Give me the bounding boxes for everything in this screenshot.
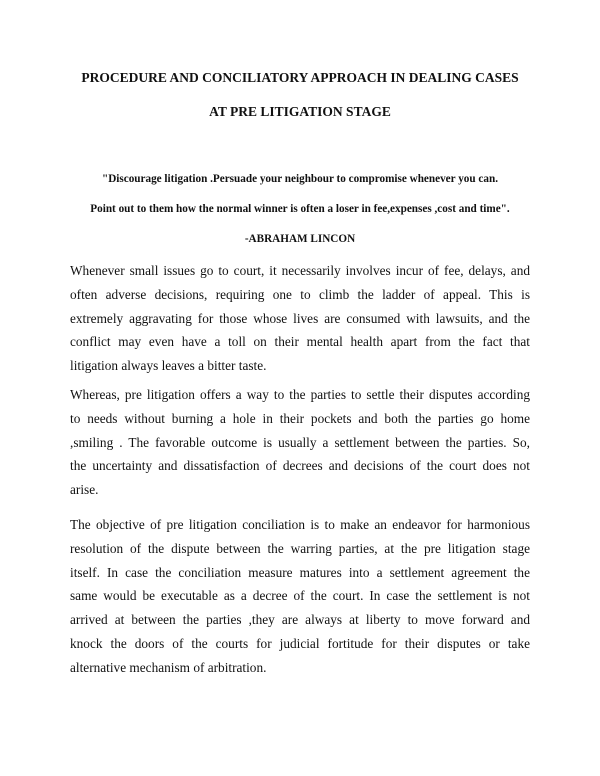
- paragraph-line: conflict may even have a toll on their mental health apart from the fact that: [70, 334, 530, 350]
- paragraph-1: [70, 259, 530, 378]
- paragraph-3: [70, 513, 530, 680]
- paragraph-line: ,smiling . The favorable outcome is usually a settlement between the parties. So,: [70, 434, 530, 450]
- paragraph-line: arrived at between the parties ,they are always at liberty to move forward and: [70, 612, 530, 628]
- paragraph-line: alternative mechanism of arbitration.: [70, 659, 267, 675]
- paragraph-line: resolution of the dispute between the warring parties, at the pre litigation stage: [70, 540, 530, 556]
- paragraph-line: the uncertainty and dissatisfaction of decrees and decisions of the court does not: [70, 458, 530, 474]
- quote-line-2: Point out to them how the normal winner is often a loser in fee,expenses ,cost and time".: [90, 203, 510, 215]
- paragraph-line: litigation always leaves a bitter taste.: [70, 358, 267, 374]
- paragraph-line: Whereas, pre litigation offers a way to the parties to settle their disputes according: [70, 387, 530, 402]
- paragraph-line: often adverse decisions, requiring one to climb the ladder of appeal. This is: [70, 286, 530, 302]
- paragraph-2: [70, 383, 530, 502]
- paragraph-line: itself. In case the conciliation measure matures into a settlement agreement the: [70, 564, 530, 580]
- paragraph-line: extremely aggravating for those whose lives are consumed with lawsuits, and the: [70, 310, 530, 326]
- paragraph-line: arise.: [70, 482, 99, 498]
- paragraph-line: same would be executable as a decree of the court. In case the settlement is not: [70, 588, 530, 604]
- paragraph-line: knock the doors of the courts for judicial fortitude for their disputes or take: [70, 635, 530, 651]
- document-title-line-1: PROCEDURE AND CONCILIATORY APPROACH IN DEALING CASES: [81, 70, 519, 85]
- paragraph-line: to needs without burning a hole in their pockets and both the parties go home: [70, 410, 530, 426]
- quote-attribution: -ABRAHAM LINCON: [244, 233, 356, 245]
- document-title-line-2: AT PRE LITIGATION STAGE: [209, 104, 391, 119]
- paragraph-line: Whenever small issues go to court, it necessarily involves incur of fee, delays, and: [70, 263, 530, 278]
- quote-line-1: "Discourage litigation .Persuade your neighbour to compromise whenever you can.: [101, 173, 498, 185]
- paragraph-line: The objective of pre litigation conciliation is to make an endeavor for harmonious: [70, 517, 530, 532]
